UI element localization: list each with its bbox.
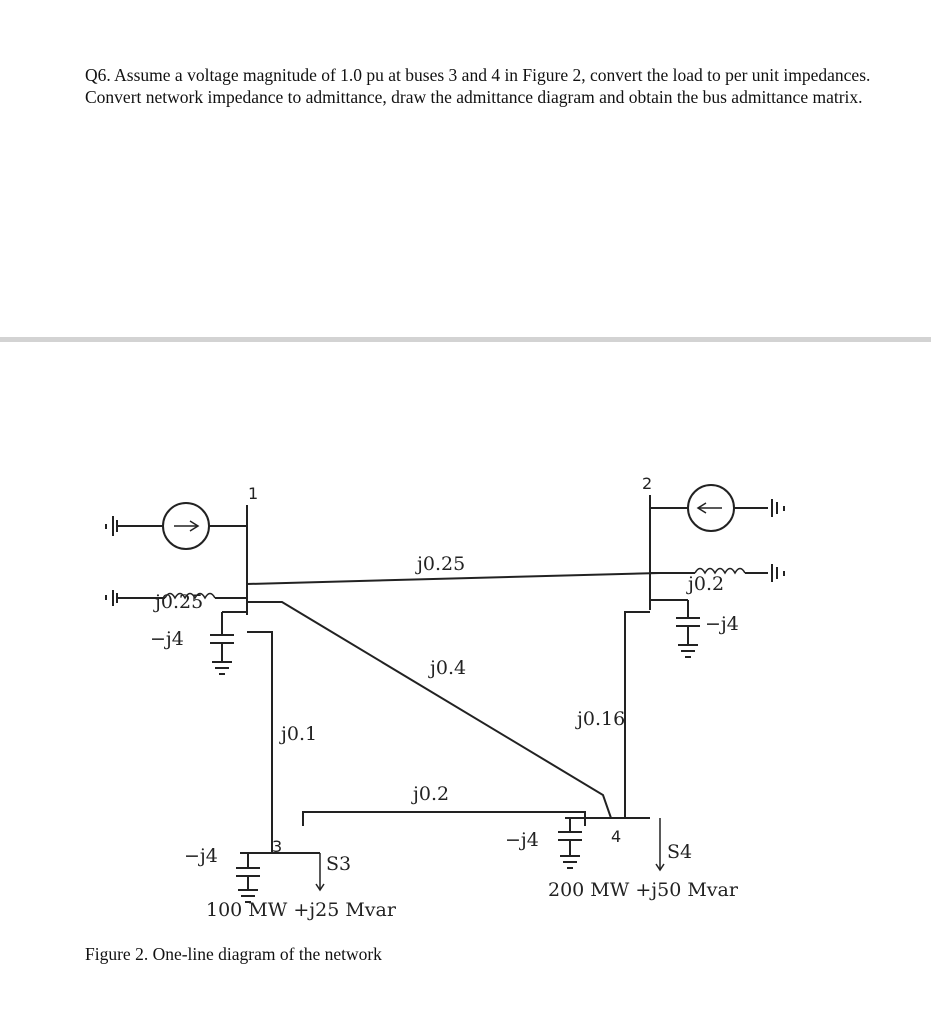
- line-1-2-label: j0.25: [417, 553, 466, 575]
- generator2-source-icon: [650, 485, 784, 531]
- load-s3-arrow-icon: [316, 853, 324, 890]
- line-1-3: [247, 632, 272, 853]
- bus4-shunt-label: −j4: [505, 829, 539, 851]
- line-2-4-label: j0.16: [577, 708, 626, 730]
- gen1-reactance-label: j0.25: [155, 591, 204, 613]
- bus4-shunt-capacitor-icon: [558, 818, 582, 868]
- question-text: Q6. Assume a voltage magnitude of 1.0 pu at buses 3 and 4 in Figure 2, convert the load to per unit impedances. Convert network impedance to admittance, draw the admittance diagram and obtain the bus admittance matrix.: [85, 65, 871, 107]
- bus3-shunt-label: −j4: [184, 845, 218, 867]
- load-s3-value: 100 MW +j25 Mvar: [206, 899, 396, 921]
- bus2-shunt-capacitor-icon: [650, 600, 700, 657]
- line-2-4: [625, 612, 650, 818]
- bus1-label: 1: [248, 484, 259, 503]
- line-3-4: [303, 812, 585, 826]
- bus1-shunt-label: −j4: [150, 628, 184, 650]
- figure-caption: Figure 2. One-line diagram of the network: [85, 944, 382, 964]
- bus2-label: 2: [642, 474, 653, 493]
- bus3-shunt-capacitor-icon: [236, 853, 260, 902]
- line-1-3-label: j0.1: [281, 723, 318, 745]
- line-1-4-label: j0.4: [430, 657, 467, 679]
- load-s3-label: S3: [326, 853, 352, 875]
- bus4-label: 4: [611, 827, 622, 846]
- load-s4-value: 200 MW +j50 Mvar: [548, 879, 738, 901]
- bus3-label: 3: [272, 837, 283, 856]
- bus1-shunt-capacitor-icon: [210, 612, 247, 674]
- load-s4-label: S4: [667, 841, 693, 863]
- bus2-shunt-label: −j4: [705, 613, 739, 635]
- load-s4-arrow-icon: [656, 818, 664, 870]
- line-3-4-label: j0.2: [413, 783, 450, 805]
- gen2-reactance-label: j0.2: [688, 573, 725, 595]
- generator1-source-icon: [106, 503, 247, 549]
